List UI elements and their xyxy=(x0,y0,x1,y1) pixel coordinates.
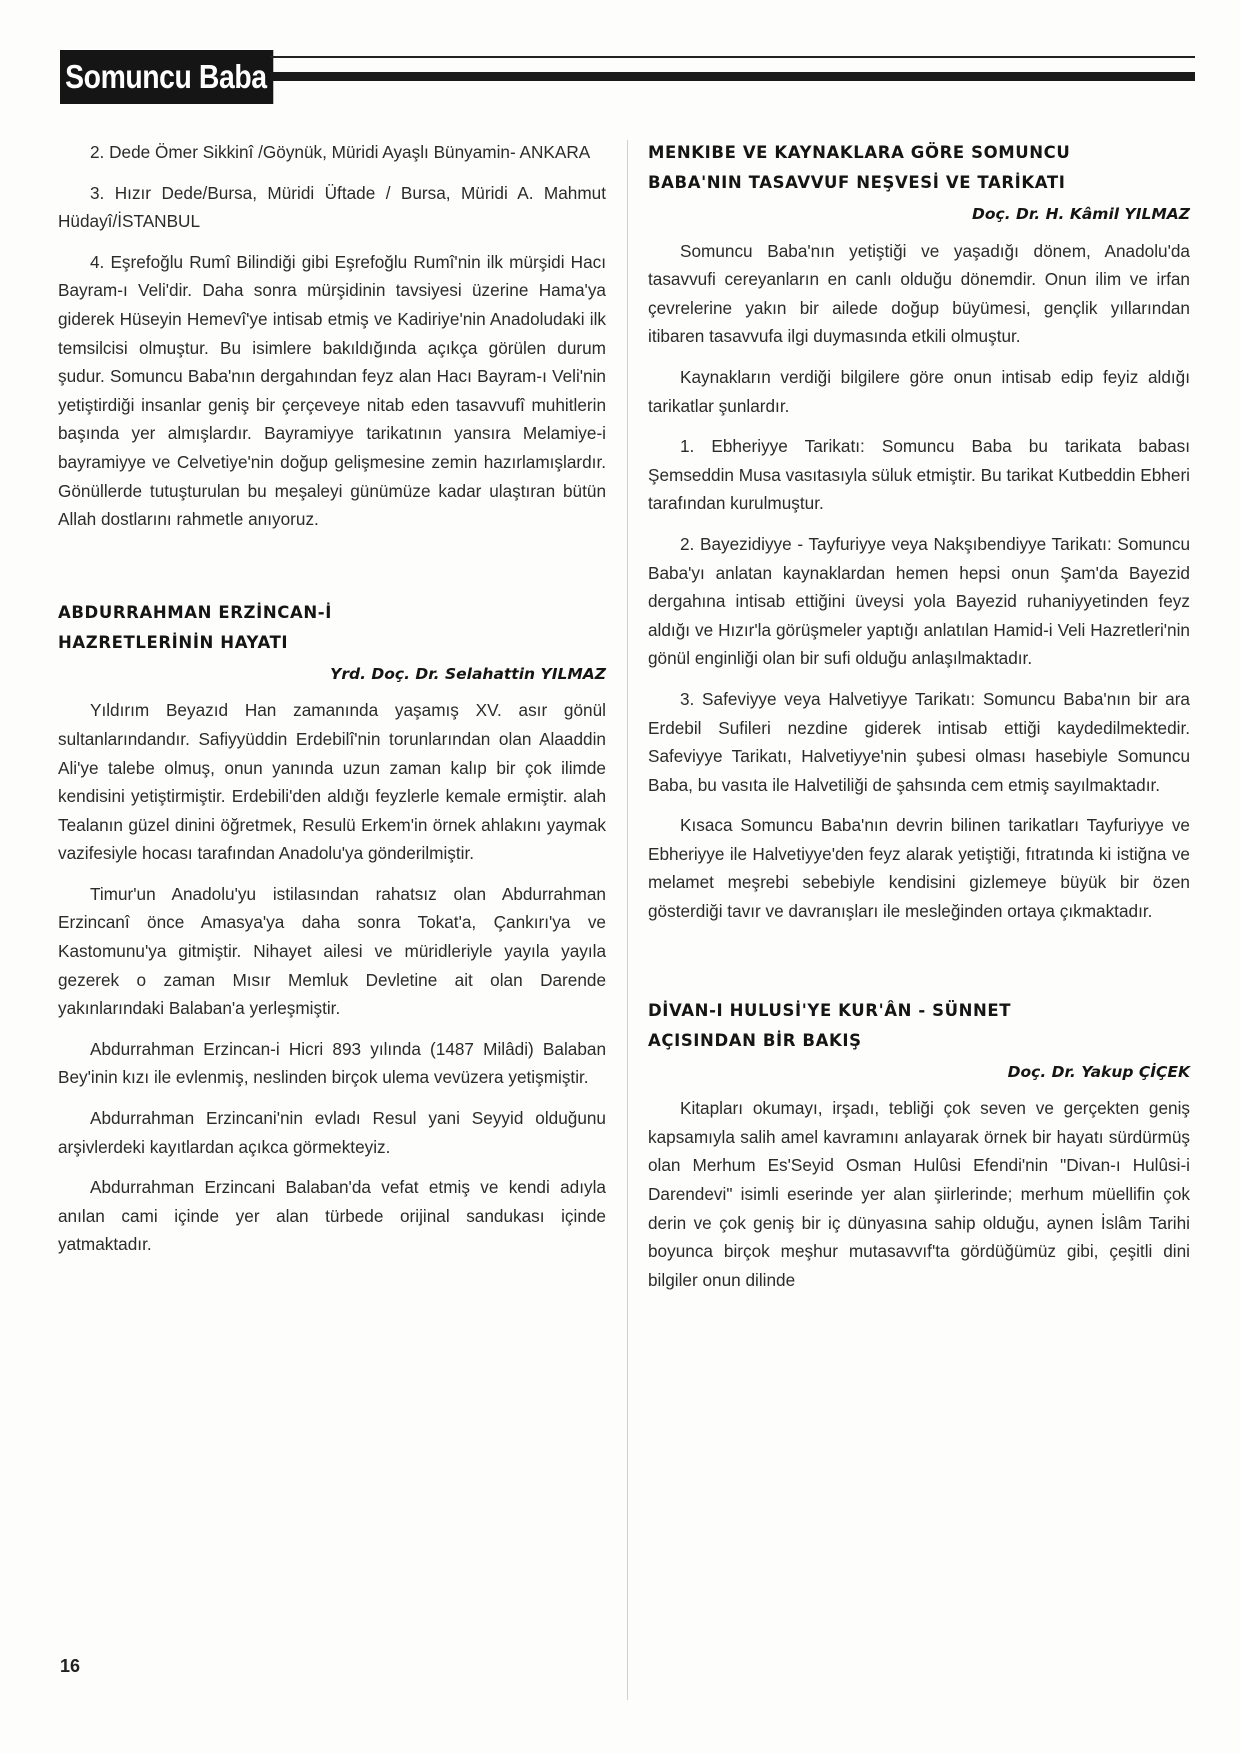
paragraph: Kitapları okumayı, irşadı, tebliği çok seven ve gerçekten geniş kapsamıyla salih amel kavramını anlayarak örnek bir hayatı sürdürmüş olan Merhum Es'Seyid Osman Hulûsi Efendi'nin "Divan-ı Hulûsi-i Darendevi" isimli eserinde yer alan şiirlerinde; merhum müellifin çok derin ve çok geniş bir iç dünyasına sahip olduğu, aynen İslâm Tarihi boyunca birçok meşhur mutasavvıf'ta gördüğümüz gibi, çeşitli dini bilgiler onun dilinde xyxy=(648,1098,1190,1290)
list-item: 2. Dede Ömer Sikkinî /Göynük, Müridi Ayaşlı Bünyamin- ANKARA xyxy=(90,142,591,162)
section-title: HAZRETLERİNİN HAYATI xyxy=(58,632,289,652)
list-item: 3. Hızır Dede/Bursa, Müridi Üftade / Bursa, Müridi A. Mahmut Hüdayî/İSTANBUL xyxy=(58,182,606,232)
paragraph: Abdurrahman Erzincani'nin evladı Resul yani Seyyid olduğunu arşivlerdeki kayıtlardan açıkca görmekteyiz. xyxy=(58,1108,606,1157)
article-divan-hulusi xyxy=(648,996,1190,1295)
paragraph: Yıldırım Beyazıd Han zamanında yaşamış XV. asır gönül sultanlarındandır. Safiyyüddin Erdebilî'nin torunlarından olan Alaaddin Ali'ye talebe olmuş, onun yanında uzun zaman kalıp bir çok ilimde kendisini yetiştirmiştir. Erdebili'den aldığı feyzlerle kemale ermiştir. alah Tealanın güzel dinini öğretmek, Resulü Erkem'in örnek ahlakını yaymak vazifesiyle hocası tarafından Anadolu'ya gönderilmiştir. xyxy=(58,700,606,864)
section-title: ABDURRAHMAN ERZİNCAN-İ xyxy=(58,602,332,622)
section-title: BABA'NIN TASAVVUF NEŞVESİ VE TARİKATI xyxy=(648,173,1066,192)
article-tasavvuf xyxy=(648,138,1190,926)
list-item: 4. Eşrefoğlu Rumî Bilindiği gibi Eşrefoğlu Rumî'nin ilk mürşidi Hacı Bayram-ı Veli'dir. Daha sonra mürşidinin tavsiyesi üzerine Hama'ya giderek Hüseyin Hemevî'ye intisab etmiş ve Kadiriye'nin Anadoludaki ilk temsilcisi olmuştur. Bu isimlere bakıldığında açıkça görülen durum şudur. Somuncu Baba'nın dergahından feyz alan Hacı Bayram-ı Veli'nin yetiştirdiği insanlar geniş bir çerçeveye nitab eden tasavvufî muhitlerin başında yer almışlardır. Bayramiyye tarikatının yansıra Melamiye-i bayramiyye ve Celvetiye'nin doğup gelişmesine zemin hazırlamışlardır. Gönüllerde tutuşturulan bu meşaleyi günümüze kadar ulaştıran bütün Allah dostlarını rahmetle anıyoruz. xyxy=(58,251,606,530)
paragraph: 2. Bayezidiyye - Tayfuriyye veya Nakşıbendiyye Tarikatı: Somuncu Baba'yı anlatan kaynaklardan hemen hepsi onun Şam'da Bayezid dergahına intisab ettiğini üveysi yola Bayezid ruhaniyyetinden feyz aldığı ve Hızır'la görüşmeler yaptığı anlatılan Hamid-i Veli Hazretleri'nin gönül enginliği olan bir sufi olduğu anlaşılmaktadır. xyxy=(648,533,1190,669)
paragraph: Kaynakların verdiği bilgilere göre onun intisab edip feyiz aldığı tarikatlar şunlardır. xyxy=(648,366,1190,416)
section-title: DİVAN-I HULUSİ'YE KUR'ÂN - SÜNNET xyxy=(648,1000,1012,1020)
article-erzincani xyxy=(58,598,606,1259)
magazine-brand: Somuncu Baba xyxy=(60,50,273,104)
column-divider xyxy=(627,140,628,1700)
paragraph: Somuncu Baba'nın yetiştiği ve yaşadığı dönem, Anadolu'da tasavvufi cereyanların en canlı olduğu dönemdir. Onun ilim ve irfan çevrelerine yakın bir ailede doğup büyümesi, gençlik yıllarından itibaren tasavvufa ilgi duymasında etkili olmuştur. xyxy=(648,240,1190,347)
section-author: Yrd. Doç. Dr. Selahattin YILMAZ xyxy=(330,664,606,683)
header-rule-thick xyxy=(270,72,1195,81)
section-author: Doç. Dr. H. Kâmil YILMAZ xyxy=(972,205,1190,223)
section-author: Doç. Dr. Yakup ÇİÇEK xyxy=(1007,1062,1190,1081)
paragraph: Abdurrahman Erzincani Balaban'da vefat etmiş ve kendi adıyla anılan cami içinde yer alan türbede orijinal sandukası içinde yatmaktadır. xyxy=(58,1177,606,1255)
header-rule-thin xyxy=(270,56,1195,58)
paragraph: Timur'un Anadolu'yu istilasından rahatsız olan Abdurrahman Erzincanî önce Amasya'ya daha sonra Tokat'a, Çankırı'ya ve Kastomunu'ya gitmiştir. Nihayet ailesi ve müridleriyle yayıla yayıla gezerek o zaman Mısır Memluk Devletine ait olan Darende yakınlarındaki Balaban'a yerleşmiştir. xyxy=(58,883,606,1019)
section-title: MENKIBE VE KAYNAKLARA GÖRE SOMUNCU xyxy=(648,143,1071,162)
paragraph: Abdurrahman Erzincan-i Hicri 893 yılında (1487 Milâdi) Balaban Bey'inin kızı ile evlenmiş, neslinden birçok ulema vevüzera yetişmiştir. xyxy=(58,1038,606,1088)
page-number: 16 xyxy=(60,1656,81,1676)
left-column xyxy=(58,138,606,1271)
page-header xyxy=(60,50,1195,104)
right-column xyxy=(648,138,1190,1306)
paragraph: 3. Safeviyye veya Halvetiyye Tarikatı: Somuncu Baba'nın bir ara Erdebil Sufileri nezdine giderek intisab ettiği kaydedilmektedir. Safeviyye Tarikatı, Halvetiyye'nin şubesi olması hasebiyle Somuncu Baba, bu vasıta ile Halvetiliği de şahsında cem etmiş sayılmaktadır. xyxy=(648,688,1190,795)
section-title: AÇISINDAN BİR BAKIŞ xyxy=(648,1030,862,1050)
paragraph: Kısaca Somuncu Baba'nın devrin bilinen tarikatları Tayfuriyye ve Ebheriyye ile Halvetiyye'den feyz alarak yetiştiği, fıtratında ki istiğna ve melamet meşrebi sebebiyle kendisini gizlemeye büyük bir özen gösterdiği tavır ve davranışları ile mesleğinden ortaya çıkmaktadır. xyxy=(648,815,1190,922)
paragraph: 1. Ebheriyye Tarikatı: Somuncu Baba bu tarikata babası Şemseddin Musa vasıtasıyla süluk etmiştir. Bu tarikat Kutbeddin Ebheri tarafından kurulmuştur. xyxy=(648,436,1190,514)
